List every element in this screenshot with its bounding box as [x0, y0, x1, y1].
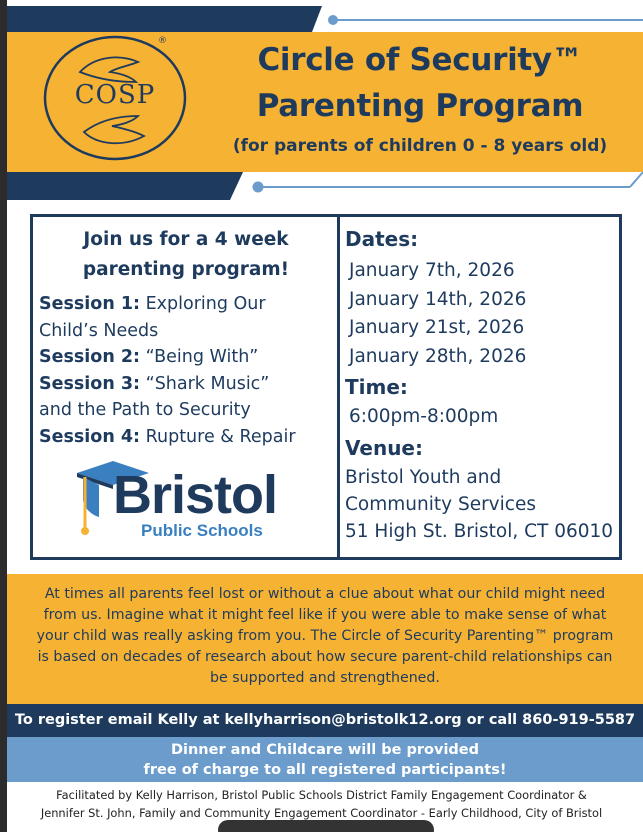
session-2-label: Session 2: — [39, 347, 141, 367]
dinner-line-2: free of charge to all registered participants! — [143, 762, 507, 778]
session-4 — [39, 424, 333, 451]
program-description: At times all parents feel lost or without a clue about what our child might need from us. Imagine what it might feel like if you were able to make sense of what your child was really asking from you. The Circle of Security Parenting™ program is based on decades of research about how secure parent-child relationships can be supported and strengthened. — [7, 574, 643, 704]
date-3: January 21st, 2026 — [349, 317, 525, 338]
time-heading: Time: — [345, 375, 408, 399]
page-title — [205, 40, 635, 158]
session-2 — [39, 344, 333, 371]
session-3-cont: and the Path to Security — [39, 400, 251, 420]
session-1-cont: Child’s Needs — [39, 320, 159, 341]
program-info-box — [30, 214, 622, 560]
bristol-schools-logo — [73, 459, 303, 551]
left-edge-bar — [0, 0, 7, 832]
time-value: 6:00pm-8:00pm — [349, 406, 499, 427]
cosp-logo — [40, 32, 190, 164]
join-heading — [39, 225, 333, 285]
venue-line-3: 51 High St. Bristol, CT 06010 — [345, 520, 614, 542]
upper-hand-icon — [80, 57, 138, 82]
venue-line-2: Community Services — [345, 493, 536, 515]
top-rule-dot — [328, 15, 338, 25]
facilitators-footer — [0, 786, 643, 822]
footer-line-2: Jennifer St. John, Family and Community Engagement Coordinator - Early Childhood, City of Bristol — [40, 806, 603, 820]
dates-list — [345, 257, 621, 371]
bristol-wordmark: Bristol — [113, 465, 278, 525]
registered-mark: ® — [158, 36, 167, 46]
session-list — [39, 291, 333, 450]
join-line-2: parenting program! — [82, 259, 290, 280]
header — [0, 0, 643, 210]
cosp-logo-text: COSP — [74, 80, 156, 110]
info-divider — [337, 217, 340, 557]
venue-heading: Venue: — [345, 435, 423, 460]
join-line-1: Join us for a 4 week — [83, 229, 289, 250]
details-column — [345, 225, 621, 545]
session-3 — [39, 371, 333, 398]
bottom-navy-band — [7, 172, 243, 200]
venue-line-1: Bristol Youth and — [345, 466, 502, 488]
session-1-label: Session 1: — [39, 294, 141, 314]
session-2-title: “Being With” — [140, 347, 259, 367]
session-4-title: Rupture & Repair — [140, 426, 296, 447]
title-line-2: Parenting Program — [256, 88, 584, 124]
top-navy-band — [7, 6, 322, 32]
public-schools-text: Public Schools — [141, 521, 263, 540]
program-column — [39, 225, 333, 450]
registration-info: To register email Kelly at kellyharrison@bristolk12.org or call 860-919-5587 — [7, 704, 643, 737]
session-1-title: Exploring Our — [140, 294, 266, 314]
date-2: January 14th, 2026 — [349, 288, 527, 310]
viewer-toolbar-pill[interactable] — [218, 820, 434, 832]
dinner-line-1: Dinner and Childcare will be provided — [170, 742, 480, 758]
session-3-title: “Shark Music” — [140, 373, 270, 394]
footer-line-1: Facilitated by Kelly Harrison, Bristol Public Schools District Family Engagement Coordinator & — [56, 788, 587, 802]
dinner-childcare-notice — [7, 737, 643, 782]
lower-hand-icon — [84, 116, 144, 143]
bottom-rule-dot — [253, 182, 264, 193]
date-4: January 28th, 2026 — [349, 345, 527, 367]
session-3-label: Session 3: — [39, 373, 141, 394]
date-1: January 7th, 2026 — [349, 260, 515, 281]
bottom-rule-corner — [630, 172, 643, 187]
title-line-1: Circle of Security™ — [257, 42, 583, 78]
dates-heading: Dates: — [345, 227, 419, 251]
session-1 — [39, 291, 333, 318]
title-subtitle: (for parents of children 0 - 8 years old) — [232, 136, 608, 156]
session-4-label: Session 4: — [39, 426, 141, 447]
